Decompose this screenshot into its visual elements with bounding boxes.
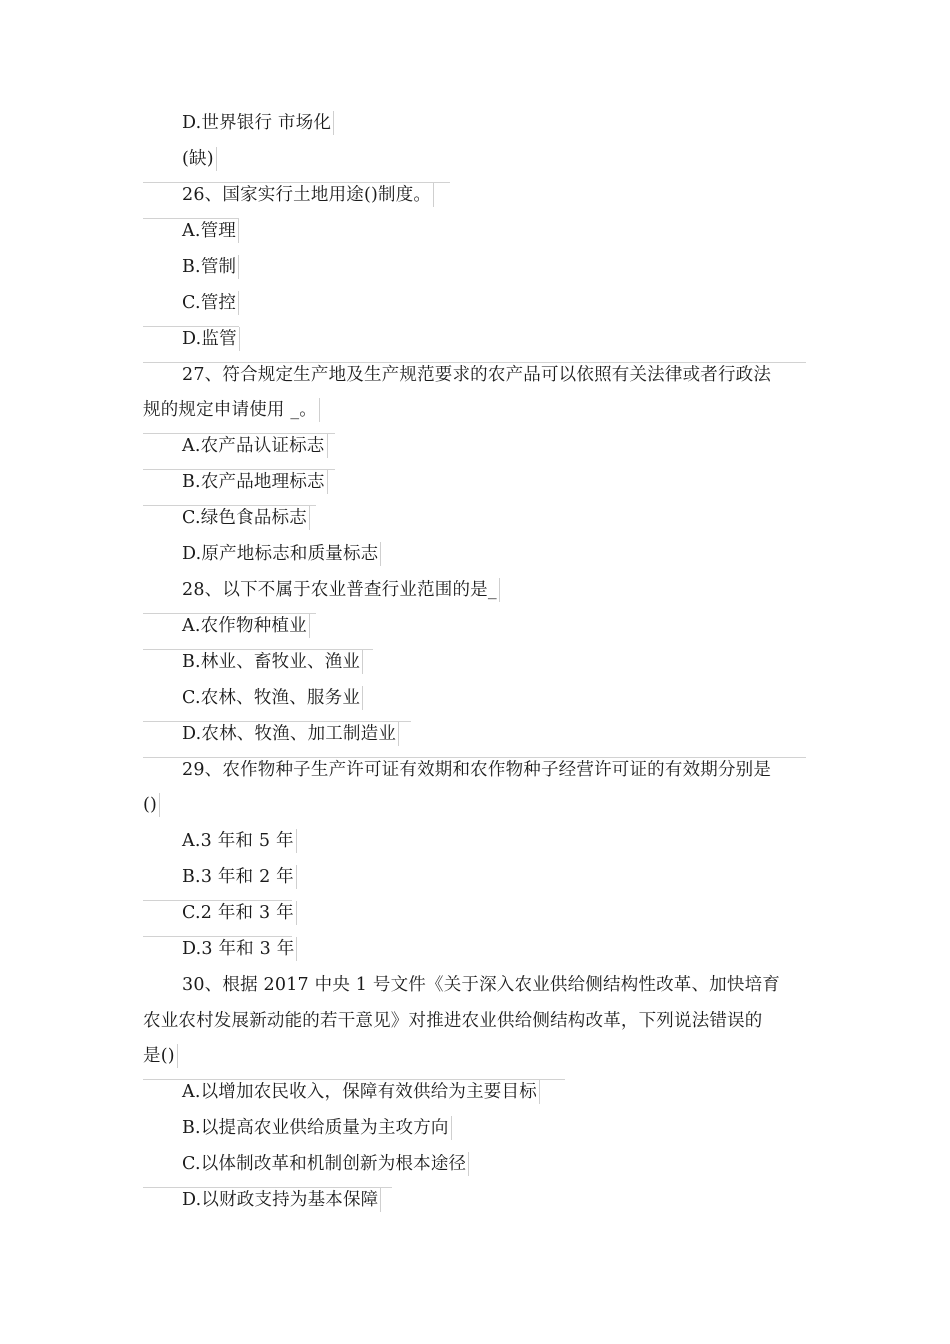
option-a-q26: A.管理 xyxy=(182,219,239,243)
question-27-line1: 27、符合规定生产地及生产规范要求的农产品可以依照有关法律或者行政法 xyxy=(182,365,772,385)
option-b-q30: B.以提高农业供给质量为主攻方向 xyxy=(182,1116,452,1140)
option-a-q27: A.农产品认证标志 xyxy=(182,434,328,458)
option-c-q28: C.农林、牧渔、服务业 xyxy=(182,686,363,710)
option-d-q26: D.监管 xyxy=(182,327,240,351)
question-28: 28、以下不属于农业普查行业范围的是_ xyxy=(182,578,500,602)
question-27-line2: 规的规定申请使用 _。 xyxy=(143,398,320,422)
option-d-q29: D.3 年和 3 年 xyxy=(182,937,297,961)
question-29-line1: 29、农作物种子生产许可证有效期和农作物种子经营许可证的有效期分别是 xyxy=(182,760,772,780)
question-30-line3: 是() xyxy=(143,1044,178,1068)
option-c-q26: C.管控 xyxy=(182,291,239,315)
question-26: 26、国家实行土地用途()制度。 xyxy=(182,183,434,207)
option-b-q28: B.林业、畜牧业、渔业 xyxy=(182,650,363,674)
option-a-q28: A.农作物种植业 xyxy=(182,614,310,638)
question-30-line1: 30、根据 2017 中央 1 号文件《关于深入农业供给侧结构性改革、加快培育 xyxy=(182,975,780,995)
option-b-q26: B.管制 xyxy=(182,255,239,279)
option-d-q25: D.世界银行 市场化 xyxy=(182,111,334,135)
option-b-q27: B.农产品地理标志 xyxy=(182,470,328,494)
question-29-line2: () xyxy=(143,793,160,817)
missing-note: (缺) xyxy=(182,147,217,171)
option-c-q30: C.以体制改革和机制创新为根本途径 xyxy=(182,1152,469,1176)
option-a-q29: A.3 年和 5 年 xyxy=(182,829,297,853)
question-30-line2: 农业农村发展新动能的若干意见》对推进农业供给侧结构改革，下列说法错误的 xyxy=(143,1011,763,1031)
option-d-q27: D.原产地标志和质量标志 xyxy=(182,542,381,566)
option-c-q27: C.绿色食品标志 xyxy=(182,506,310,530)
option-d-q28: D.农林、牧渔、加工制造业 xyxy=(182,722,399,746)
option-b-q29: B.3 年和 2 年 xyxy=(182,865,297,889)
option-c-q29: C.2 年和 3 年 xyxy=(182,901,297,925)
option-a-q30: A.以增加农民收入，保障有效供给为主要目标 xyxy=(182,1080,540,1104)
option-d-q30: D.以财政支持为基本保障 xyxy=(182,1188,381,1212)
